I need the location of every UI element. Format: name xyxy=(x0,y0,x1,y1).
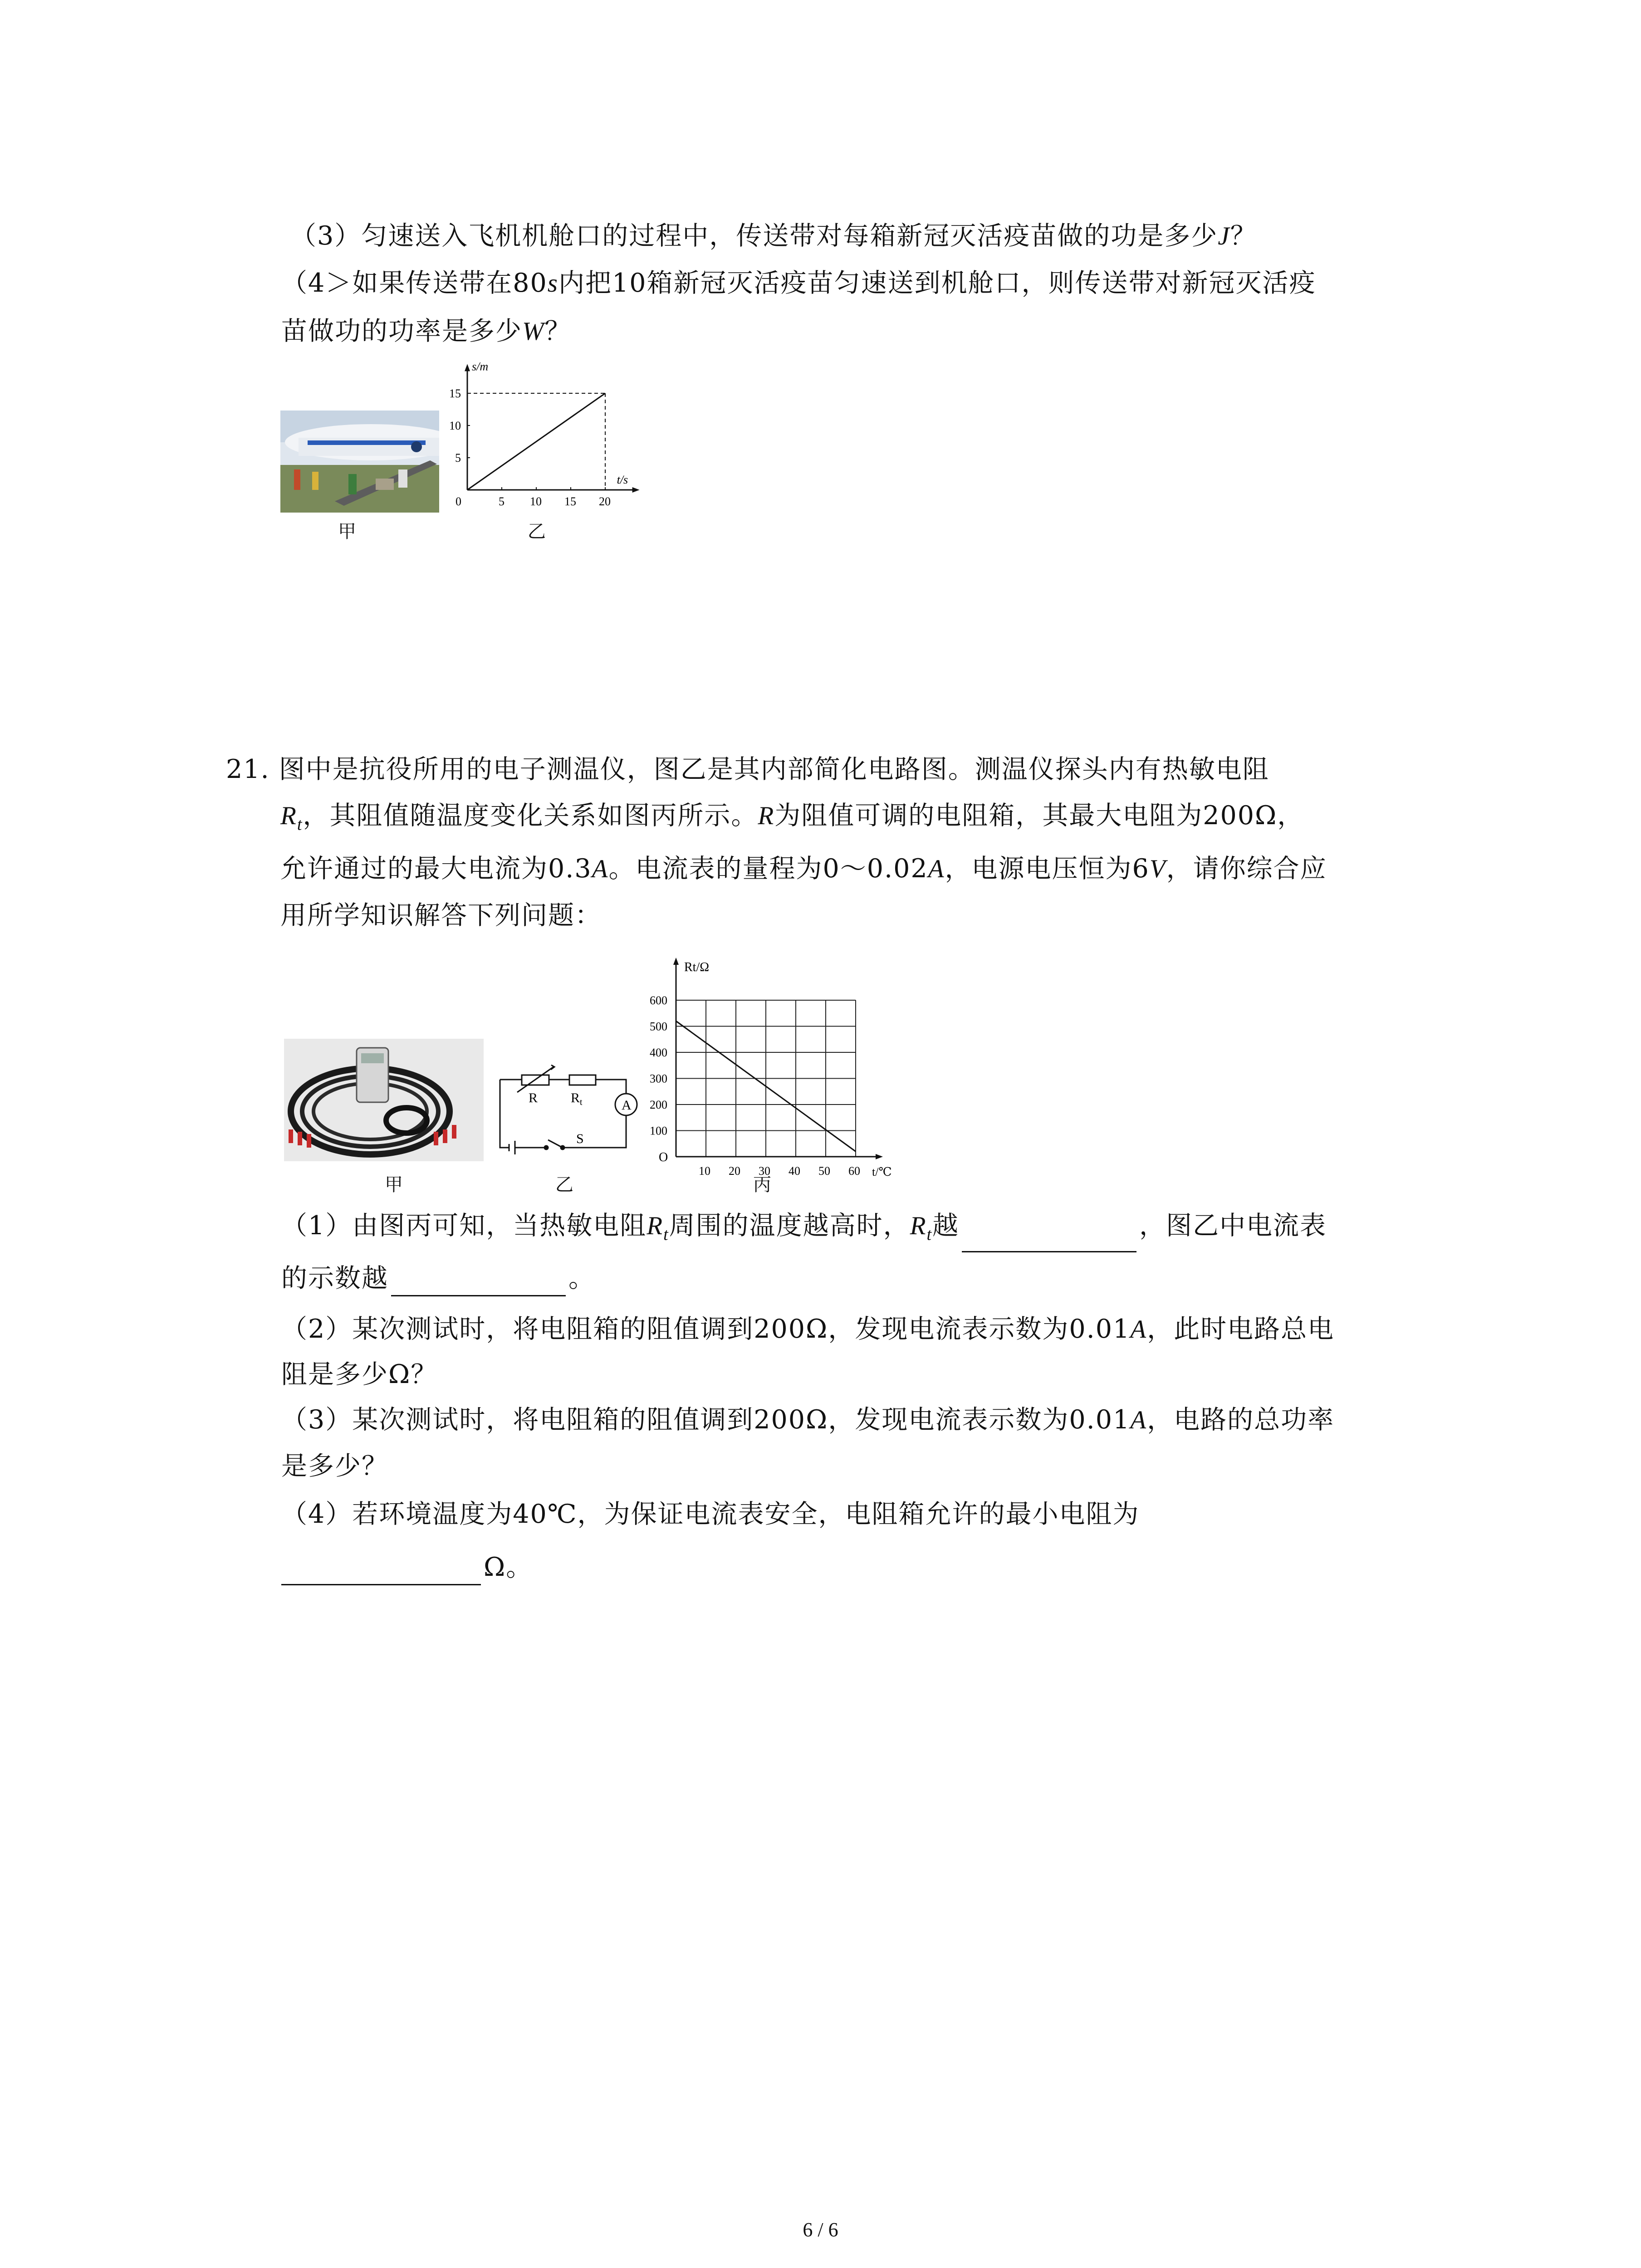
q21-sub4-line2 xyxy=(281,1549,533,1585)
q21-line2 xyxy=(280,797,1304,842)
q20-part4-line1 xyxy=(281,265,1316,302)
y-tick-label: 10 xyxy=(449,419,461,432)
q20-st-chart xyxy=(445,358,649,522)
y-axis-label: Rt/Ω xyxy=(684,960,710,974)
q21-unit-a: A xyxy=(592,855,609,883)
q21-sub1-rt1: R xyxy=(647,1212,664,1240)
q21-p3b: 。电流表的量程为 xyxy=(608,854,823,884)
q21-sub2-d: 阻是多少Ω？ xyxy=(281,1359,438,1389)
q21-sub1-d: ，图乙中电流表 xyxy=(1139,1211,1327,1241)
q20-part4-line2 xyxy=(281,313,571,350)
q21-sub3-i: 0.01 xyxy=(1069,1405,1131,1435)
circuit-switch-label: S xyxy=(576,1131,584,1146)
circuit-rt-sub: t xyxy=(580,1097,583,1107)
q20-fig-yi: 乙 xyxy=(528,521,546,542)
q21-max-r: 200Ω xyxy=(1203,801,1278,831)
x-tick-label: 60 xyxy=(848,1164,860,1178)
q21-sub2-a: （2）某次测试时，将电阻箱的阻值调到 xyxy=(281,1314,754,1344)
q21-p3a: 允许通过的最大电流为 xyxy=(280,854,548,884)
q21-max-i: 0.3 xyxy=(548,854,592,884)
q21-sub2-c: ，此时电路总电 xyxy=(1147,1314,1335,1344)
x-axis-label: t/s xyxy=(617,473,628,486)
q21-number: 21. xyxy=(226,754,270,784)
q21-fig-yi: 乙 xyxy=(555,1174,573,1195)
circuit-diagram xyxy=(495,1057,649,1157)
q21-sub1-a: （1）由图丙可知，当热敏电阻 xyxy=(281,1211,647,1241)
q21-sub1-rt2: R xyxy=(910,1212,927,1240)
q20-part3 xyxy=(290,218,1257,254)
q21-unit-v: V xyxy=(1149,855,1166,883)
x-axis-arrow xyxy=(632,487,640,493)
q20-part4-unit: W xyxy=(522,317,545,346)
q21-sub1-blank2[interactable] xyxy=(391,1270,566,1296)
page-number: 6 / 6 xyxy=(803,2219,838,2241)
q21-sub1-b: 周围的温度越高时， xyxy=(669,1211,910,1241)
q20-part3-text: （3）匀速送入飞机机舱口的过程中，传送带对每箱新冠灭活疫苗做的功是多少 xyxy=(290,221,1218,251)
x-tick-label: 30 xyxy=(759,1164,770,1178)
airplane-photo xyxy=(280,411,439,513)
q21-sub3-line1 xyxy=(281,1402,1334,1438)
q21-sub4-a: （4）若环境温度为40℃，为保证电流表安全，电阻箱允许的最小电阻为 xyxy=(281,1499,1140,1529)
q21-sub1-rt2-sub: t xyxy=(926,1225,933,1244)
x-tick-label: 40 xyxy=(789,1164,800,1178)
q21-sub2-unit: A xyxy=(1130,1315,1147,1344)
q21-sub1-rt1-sub: t xyxy=(663,1225,669,1244)
q21-p1: 图中是抗役所用的电子测温仪，图乙是其内部简化电路图。测温仪探头内有热敏电阻 xyxy=(279,754,1269,784)
q21-sub1-blank1[interactable] xyxy=(962,1226,1136,1252)
q21-p2b: 为阻值可调的电阻箱，其最大电阻为 xyxy=(774,801,1203,831)
q21-sub4-b: Ω。 xyxy=(484,1552,533,1582)
x-axis-label: t/℃ xyxy=(872,1165,892,1178)
q21-p3c: ，电源电压恒为 xyxy=(945,854,1132,884)
q20-part3-end: ？ xyxy=(1230,221,1257,251)
x-tick-label: 50 xyxy=(818,1164,830,1178)
q21-sub1-e: 的示数越 xyxy=(281,1263,388,1293)
y-tick-label: 5 xyxy=(455,451,461,464)
q21-sub4-blank[interactable] xyxy=(281,1559,481,1585)
q21-sub3-b: ，发现电流表示数为 xyxy=(828,1405,1069,1435)
q20-part4-end: ？ xyxy=(544,316,572,346)
y-tick-label: 300 xyxy=(650,1072,667,1085)
q21-sub2-b: ，发现电流表示数为 xyxy=(828,1314,1069,1344)
x-tick-label: 20 xyxy=(729,1164,740,1178)
q20-part4-a: （4＞如果传送带在 xyxy=(281,268,513,298)
circuit-rt-label xyxy=(571,1090,583,1107)
q21-unit-a2: A xyxy=(928,855,945,883)
circuit-rt-main: R xyxy=(571,1090,580,1105)
q20-fig-jia: 甲 xyxy=(338,521,356,542)
q21-sub1-c: 越 xyxy=(932,1211,960,1241)
q21-sub1-line2 xyxy=(281,1260,595,1296)
q21-rt-sub: t xyxy=(297,815,303,834)
y-axis-arrow xyxy=(673,958,679,965)
q20-part3-unit: J xyxy=(1218,222,1230,250)
y-tick-label: 100 xyxy=(650,1124,667,1138)
series-line xyxy=(467,393,605,490)
q21-fig-jia: 甲 xyxy=(385,1174,403,1195)
q21-p4: 用所学知识解答下列问题： xyxy=(280,900,602,930)
origin-label: O xyxy=(659,1150,668,1164)
q21-fig-bing: 丙 xyxy=(753,1174,771,1195)
y-axis-arrow xyxy=(465,364,470,371)
q20-part4-n: 10 xyxy=(612,268,647,298)
x-tick-label: 20 xyxy=(599,495,611,508)
q21-sub3-a: （3）某次测试时，将电阻箱的阻值调到 xyxy=(281,1405,754,1435)
y-tick-label: 15 xyxy=(449,387,461,400)
q21-sub3-d: 是多少？ xyxy=(281,1451,388,1481)
q21-rt-chart xyxy=(626,943,926,1179)
x-tick-label: 15 xyxy=(564,495,576,508)
q21-sub2-line1 xyxy=(281,1311,1334,1348)
q21-sub3-line2 xyxy=(281,1448,388,1484)
q20-part4-time: 80 xyxy=(513,268,548,298)
q21-sub2-r: 200Ω xyxy=(754,1314,828,1344)
q21-voltage: 6 xyxy=(1132,854,1150,884)
q20-part4-b: 内把 xyxy=(558,268,612,298)
q21-r-var: R xyxy=(758,802,775,830)
q20-part4-d: 苗做功的功率是多少 xyxy=(281,316,522,346)
y-tick-label: 400 xyxy=(650,1046,667,1059)
q21-sub1-line1 xyxy=(281,1207,1327,1252)
q21-sub2-line2 xyxy=(281,1356,437,1393)
thermometer-photo xyxy=(284,1039,484,1161)
y-tick-label: 200 xyxy=(650,1098,667,1111)
q21-line3 xyxy=(280,850,1327,887)
q21-range: 0～0.02 xyxy=(823,854,928,884)
q21-sub3-unit: A xyxy=(1130,1406,1147,1434)
q21-sub4-line1 xyxy=(281,1496,1140,1532)
q21-p2-end: ， xyxy=(1277,801,1304,831)
x-tick-label: 5 xyxy=(499,495,505,508)
circuit-ammeter-label: A xyxy=(622,1098,632,1113)
circuit-r-label: R xyxy=(529,1090,538,1105)
y-tick-label: 500 xyxy=(650,1020,667,1033)
y-axis-label: s/m xyxy=(472,360,489,373)
q21-sub2-i: 0.01 xyxy=(1069,1314,1131,1344)
x-tick-label: 10 xyxy=(530,495,542,508)
q21-p3d: ，请你综合应 xyxy=(1166,854,1327,884)
q21-p2: ，其阻值随温度变化关系如图丙所示。 xyxy=(303,801,758,831)
q20-part4-c: 箱新冠灭活疫苗匀速送到机舱口，则传送带对新冠灭活疫 xyxy=(647,268,1316,298)
q21-line1 xyxy=(226,751,1269,787)
q21-sub1-f: 。 xyxy=(568,1263,595,1293)
origin-label: 0 xyxy=(456,495,461,508)
q21-sub3-r: 200Ω xyxy=(754,1405,828,1435)
x-tick-label: 10 xyxy=(699,1164,710,1178)
x-axis-arrow xyxy=(876,1154,883,1159)
q21-line4 xyxy=(280,897,602,934)
q21-rt-var: R xyxy=(280,802,297,830)
y-tick-label: 600 xyxy=(650,994,667,1007)
q21-sub3-c: ，电路的总功率 xyxy=(1147,1405,1335,1435)
q20-part4-s: s xyxy=(547,269,558,298)
